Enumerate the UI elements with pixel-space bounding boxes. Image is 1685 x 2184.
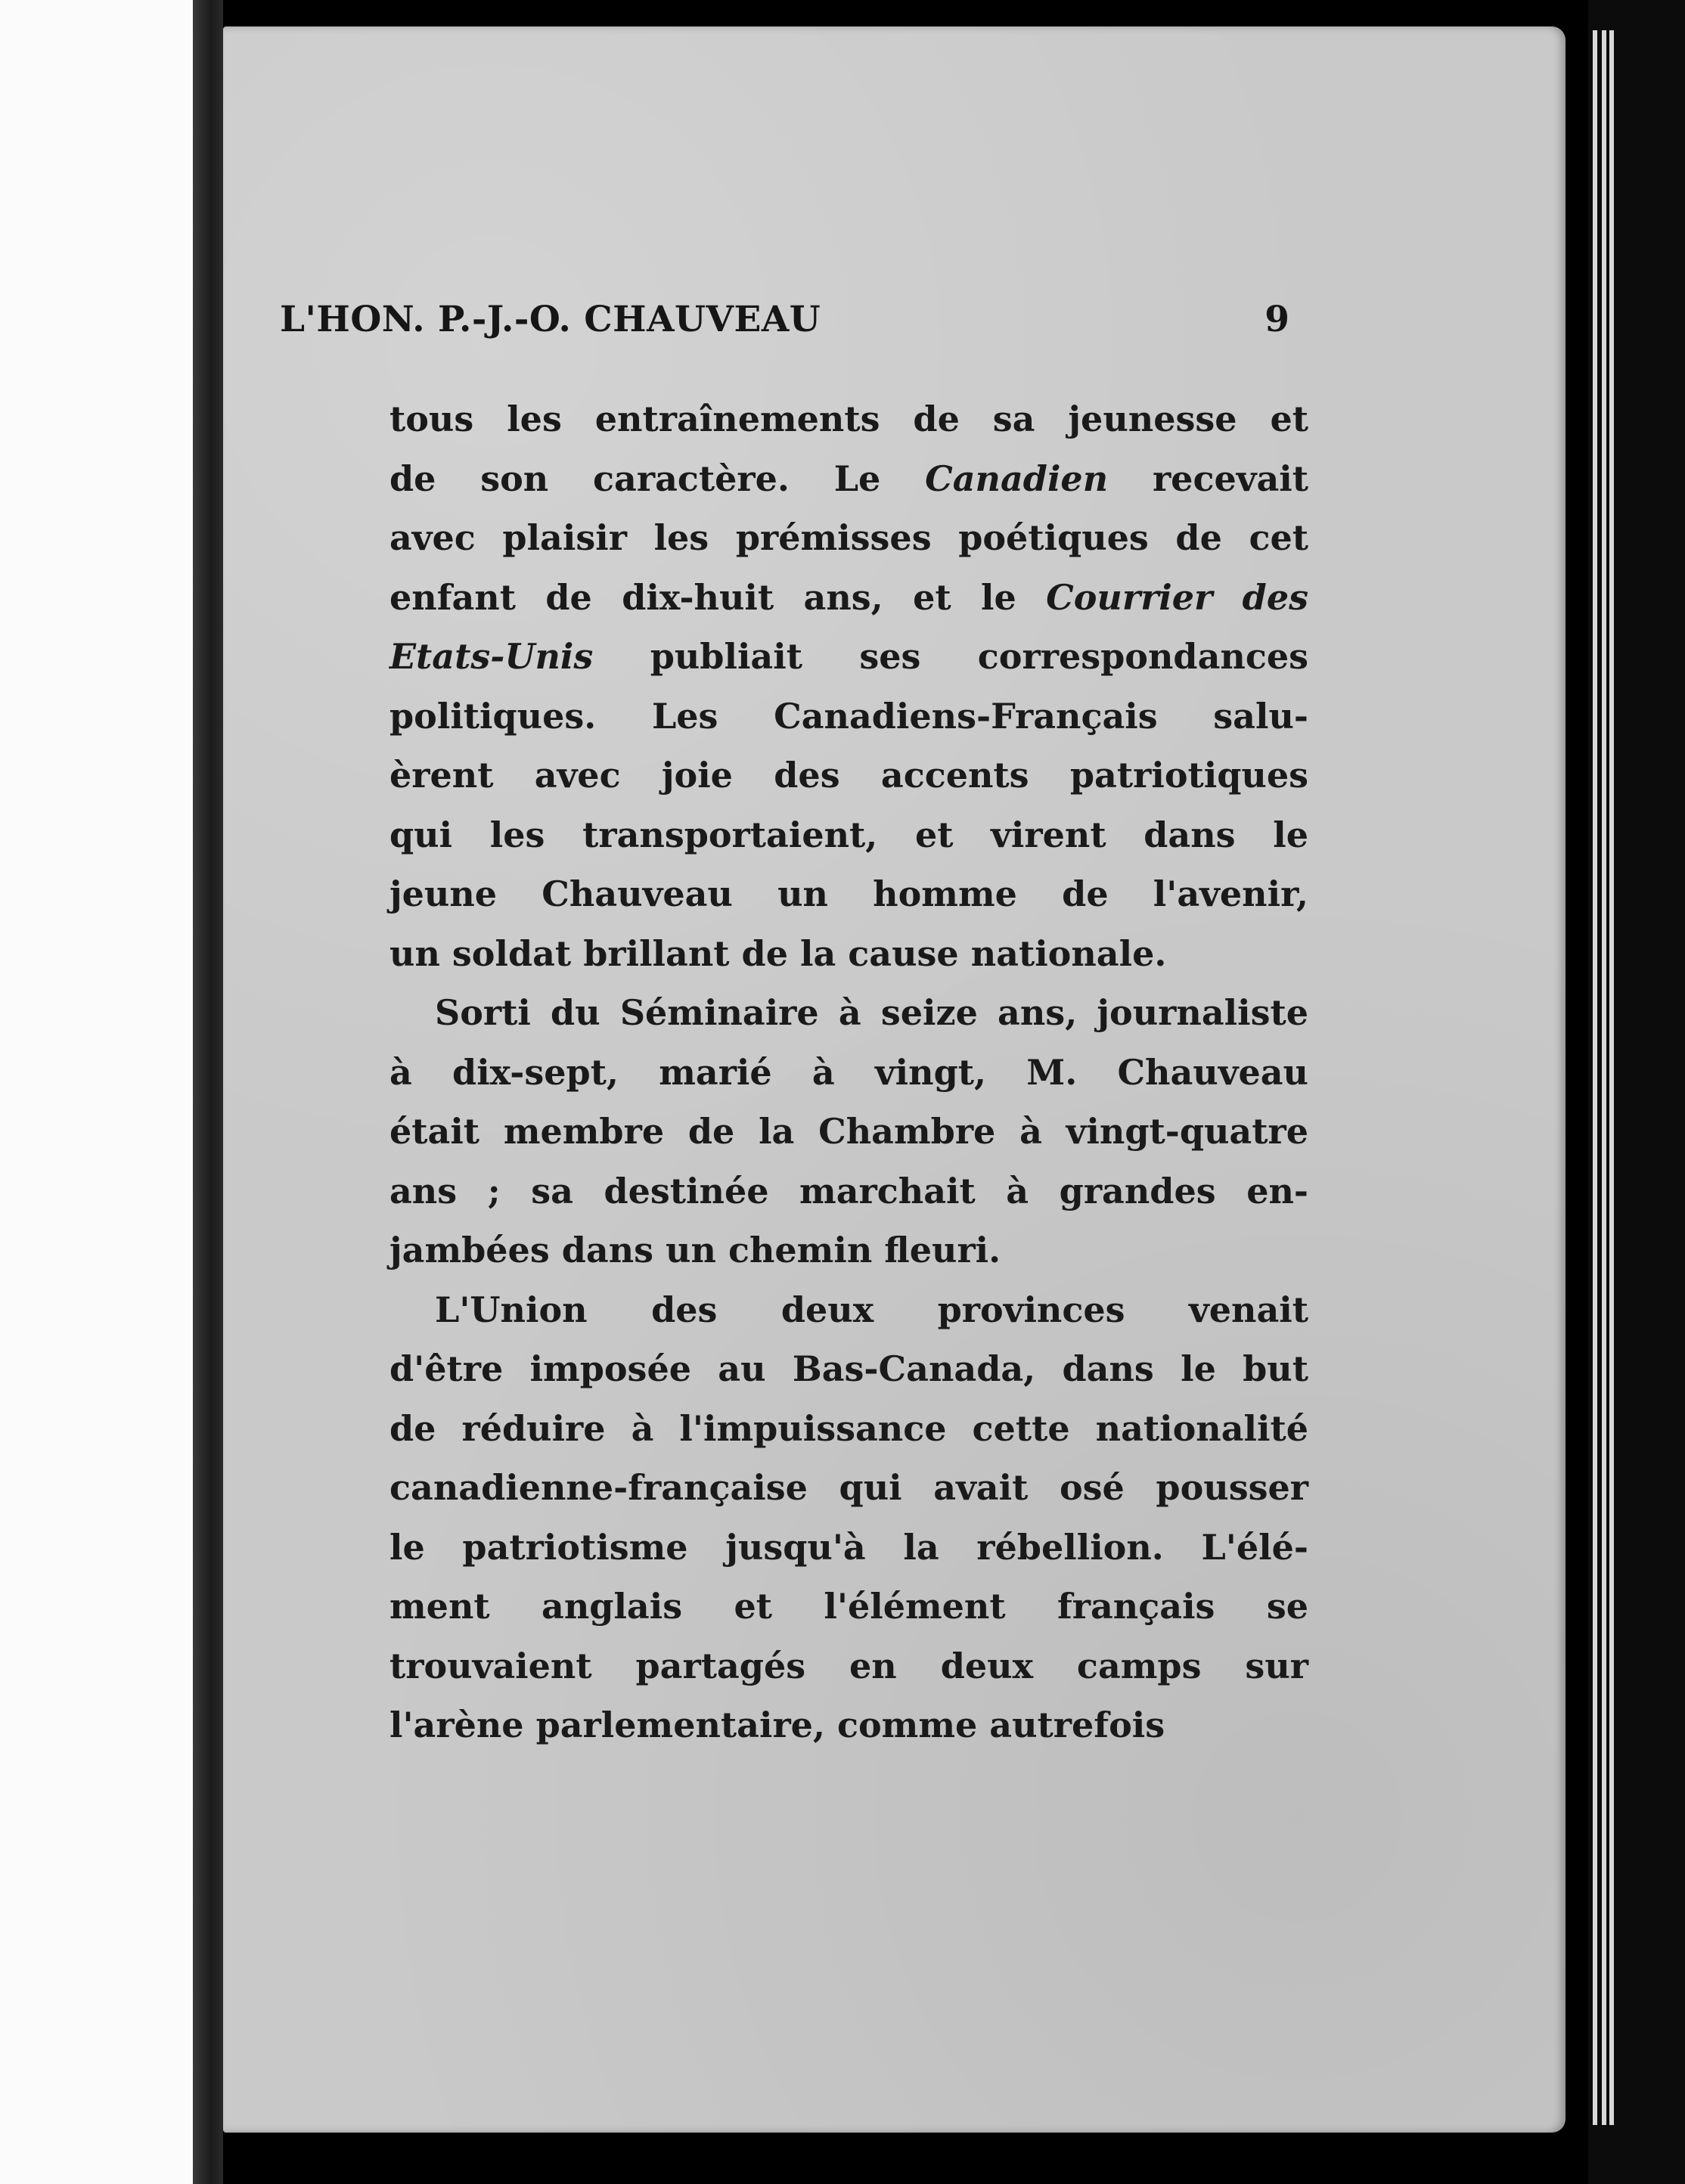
text-line [389, 1399, 1308, 1459]
running-title: L'HON. P.-J.-O. CHAUVEAU [280, 299, 821, 340]
text-run: le patriotisme jusqu'à la rébellion. L'élé- [389, 1526, 1308, 1568]
page-edge-line [1593, 30, 1597, 2125]
text-run: l'arène parlementaire, comme autrefois [389, 1705, 1165, 1745]
text-run: recevait [1108, 458, 1308, 499]
text-line [389, 864, 1308, 924]
text-line [389, 1636, 1308, 1696]
text-run: qui les transportaient, et virent dans le [389, 814, 1308, 855]
text-line [389, 568, 1308, 628]
text-run: jambées dans un chemin fleuri. [389, 1230, 1001, 1270]
text-run: jeune Chauveau un homme de l'avenir, [389, 873, 1308, 914]
text-line [389, 687, 1308, 746]
text-run: ans ; sa destinée marchait à grandes en- [389, 1170, 1308, 1211]
text-run: avec plaisir les prémisses poétiques de cet [389, 517, 1308, 558]
text-line [389, 449, 1308, 509]
text-run: de son caractère. Le [389, 458, 926, 499]
text-line [389, 1221, 1308, 1280]
text-run: Sorti du Séminaire à seize ans, journaliste [435, 992, 1308, 1033]
page-number: 9 [1265, 299, 1289, 340]
text-run: de réduire à l'impuissance cette nationalité [389, 1407, 1308, 1449]
text-line [389, 389, 1308, 449]
text-line [389, 1043, 1308, 1103]
text-line [389, 746, 1308, 805]
text-run: d'être imposée au Bas-Canada, dans le but [389, 1348, 1308, 1389]
text-run: tous les entraînements de sa jeunesse et [389, 399, 1308, 439]
text-run: publiait ses correspondances [593, 636, 1308, 677]
text-line [389, 1102, 1308, 1162]
paragraph [389, 983, 1308, 1280]
text-run: canadienne-française qui avait osé pousser [389, 1467, 1308, 1508]
text-line [389, 1280, 1308, 1340]
text-run: était membre de la Chambre à vingt-quatre [389, 1111, 1308, 1152]
page-edge-line [1602, 30, 1606, 2125]
page-edge-line [1609, 30, 1614, 2125]
text-line [389, 1577, 1308, 1636]
text-run: ment anglais et l'élément français se [389, 1586, 1308, 1627]
text-line [389, 1162, 1308, 1221]
text-run: enfant de dix-huit ans, et le [389, 576, 1047, 618]
text-line [389, 508, 1308, 568]
book-spine [193, 0, 223, 2184]
italic-title: Canadien [925, 458, 1109, 499]
body-text [389, 389, 1308, 1755]
text-line [389, 924, 1308, 984]
text-line [389, 1695, 1308, 1755]
text-run: politiques. Les Canadiens-Français salu- [389, 695, 1308, 737]
text-line [389, 1518, 1308, 1578]
text-line [389, 627, 1308, 687]
text-line [389, 805, 1308, 865]
italic-title: Etats-Unis [389, 636, 594, 677]
page-edges [1588, 0, 1685, 2184]
text-run: èrent avec joie des accents patriotiques [389, 755, 1308, 796]
text-line [389, 1339, 1308, 1399]
text-run: trouvaient partagés en deux camps sur [389, 1645, 1308, 1686]
paragraph [389, 389, 1308, 983]
text-run: un soldat brillant de la cause nationale. [389, 932, 1167, 974]
text-run: L'Union des deux provinces venait [435, 1289, 1308, 1330]
paragraph [389, 1280, 1308, 1755]
text-line [389, 983, 1308, 1043]
italic-title: Courrier des [1046, 576, 1308, 618]
running-head [280, 299, 1323, 352]
text-run: à dix-sept, marié à vingt, M. Chauveau [389, 1051, 1308, 1093]
text-line [389, 1458, 1308, 1518]
left-blank-page [0, 0, 193, 2184]
